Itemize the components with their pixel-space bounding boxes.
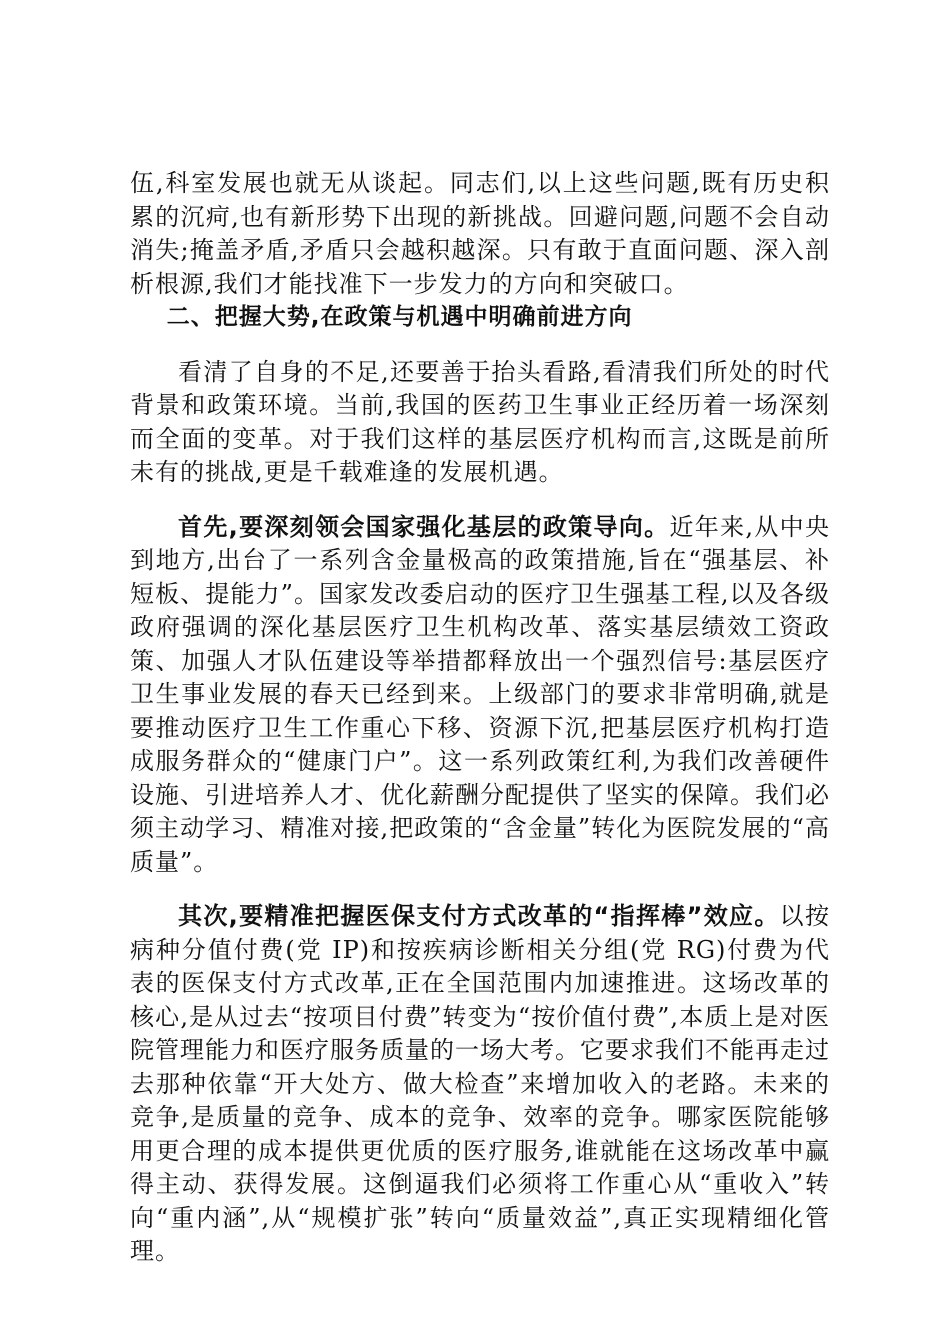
paragraph-lead: 其次,要精准把握医保支付方式改革的“指挥棒”效应。 [178,902,780,930]
paragraph-continuation: 伍,科室发展也就无从谈起。同志们,以上这些问题,既有历史积累的沉疴,也有新形势下出现的新挑战。回避问题,问题不会自动消失;掩盖矛盾,矛盾只会越积越深。只有敢于直面问题、深入剖析根源,我们才能找准下一步发力的方向和突破口。 [130,169,830,298]
paragraph-insurance [130,900,830,1269]
section-heading: 二、把握大势,在政策与机遇中明确前进方向 [166,304,633,330]
paragraph-context: 看清了自身的不足,还要善于抬头看路,看清我们所处的时代背景和政策环境。当前,我国的医药卫生事业正经历着一场深刻而全面的变革。对于我们这样的基层医疗机构而言,这既是前所未有的挑战,更是千载难逢的发展机遇。 [130,357,830,486]
document-page [130,167,830,1269]
paragraph-body: 以按病种分值付费(党 IP)和按疾病诊断相关分组(党 RG)付费为代表的医保支付方式改革,正在全国范围内加速推进。这场改革的核心,是从过去“按项目付费”转变为“按价值付费”,本质上是对医院管理能力和医疗服务质量的一场大考。它要求我们不能再走过去那种依靠“开大处方、做大检查”来增加收入的老路。未来的竞争,是质量的竞争、成本的竞争、效率的竞争。哪家医院能够用更合理的成本提供更优质的医疗服务,谁就能在这场改革中赢得主动、获得发展。这倒逼我们必须将工作重心从“重收入”转向“重内涵”,从“规模扩张”转向“质量效益”,真正实现精细化管理。 [130,902,830,1265]
paragraph-body: 近年来,从中央到地方,出台了一系列含金量极高的政策措施,旨在“强基层、补短板、提能力”。国家发改委启动的医疗卫生强基工程,以及各级政府强调的深化基层医疗卫生机构改革、落实基层绩效工资政策、加强人才队伍建设等举措都释放出一个强烈信号:基层医疗卫生事业发展的春天已经到来。上级部门的要求非常明确,就是要推动医疗卫生工作重心下移、资源下沉,把基层医疗机构打造成服务群众的“健康门户”。这一系列政策红利,为我们改善硬件设施、引进培养人才、优化薪酬分配提供了坚实的保障。我们必须主动学习、精准对接,把政策的“含金量”转化为医院发展的“高质量”。 [130,512,830,876]
paragraph-policy [130,511,830,880]
paragraph-lead: 首先,要深刻领会国家强化基层的政策导向。 [178,512,670,541]
